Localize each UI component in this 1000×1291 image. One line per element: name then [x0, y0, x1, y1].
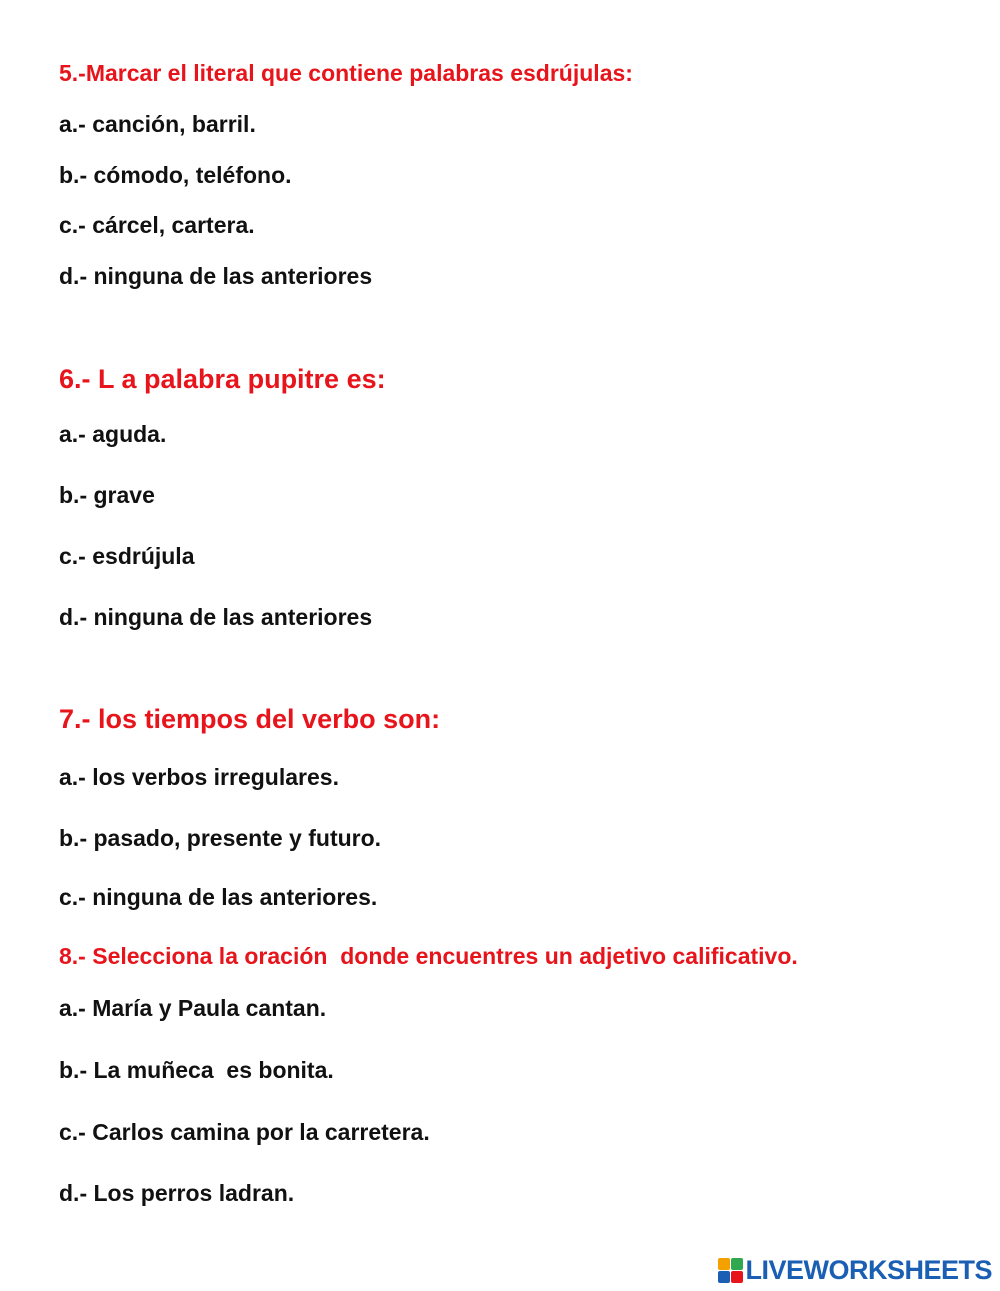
question-6-option-a[interactable]: a.- aguda.: [59, 421, 167, 447]
logo-tile-2: [731, 1258, 743, 1270]
logo-tile-1: [718, 1258, 730, 1270]
question-6-title: 6.- L a palabra pupitre es:: [59, 364, 386, 394]
question-6-option-b[interactable]: b.- grave: [59, 482, 155, 508]
logo-tile-3: [718, 1271, 730, 1283]
question-8-option-d[interactable]: d.- Los perros ladran.: [59, 1180, 295, 1206]
logo-text: LIVEWORKSHEETS: [745, 1254, 992, 1285]
logo-tile-4: [731, 1271, 743, 1283]
question-8-title: 8.- Selecciona la oración donde encuentres un adjetivo calificativo.: [59, 943, 798, 969]
question-6-option-c[interactable]: c.- esdrújula: [59, 543, 195, 569]
question-5-option-b[interactable]: b.- cómodo, teléfono.: [59, 162, 292, 188]
liveworksheets-icon: [718, 1258, 743, 1283]
question-6-option-d[interactable]: d.- ninguna de las anteriores: [59, 604, 373, 630]
question-7-option-c[interactable]: c.- ninguna de las anteriores.: [59, 884, 378, 910]
question-8-option-b[interactable]: b.- La muñeca es bonita.: [59, 1057, 334, 1083]
question-7-option-b[interactable]: b.- pasado, presente y futuro.: [59, 825, 382, 851]
question-7-title: 7.- los tiempos del verbo son:: [59, 704, 441, 734]
question-5-option-d[interactable]: d.- ninguna de las anteriores: [59, 263, 373, 289]
question-8-option-c[interactable]: c.- Carlos camina por la carretera.: [59, 1119, 430, 1145]
question-5-option-a[interactable]: a.- canción, barril.: [59, 111, 256, 137]
question-5-title: 5.-Marcar el literal que contiene palabras esdrújulas:: [59, 60, 633, 86]
question-7-option-a[interactable]: a.- los verbos irregulares.: [59, 764, 339, 790]
question-5-option-c[interactable]: c.- cárcel, cartera.: [59, 212, 255, 238]
liveworksheets-logo: [718, 1253, 992, 1287]
question-8-option-a[interactable]: a.- María y Paula cantan.: [59, 995, 327, 1021]
